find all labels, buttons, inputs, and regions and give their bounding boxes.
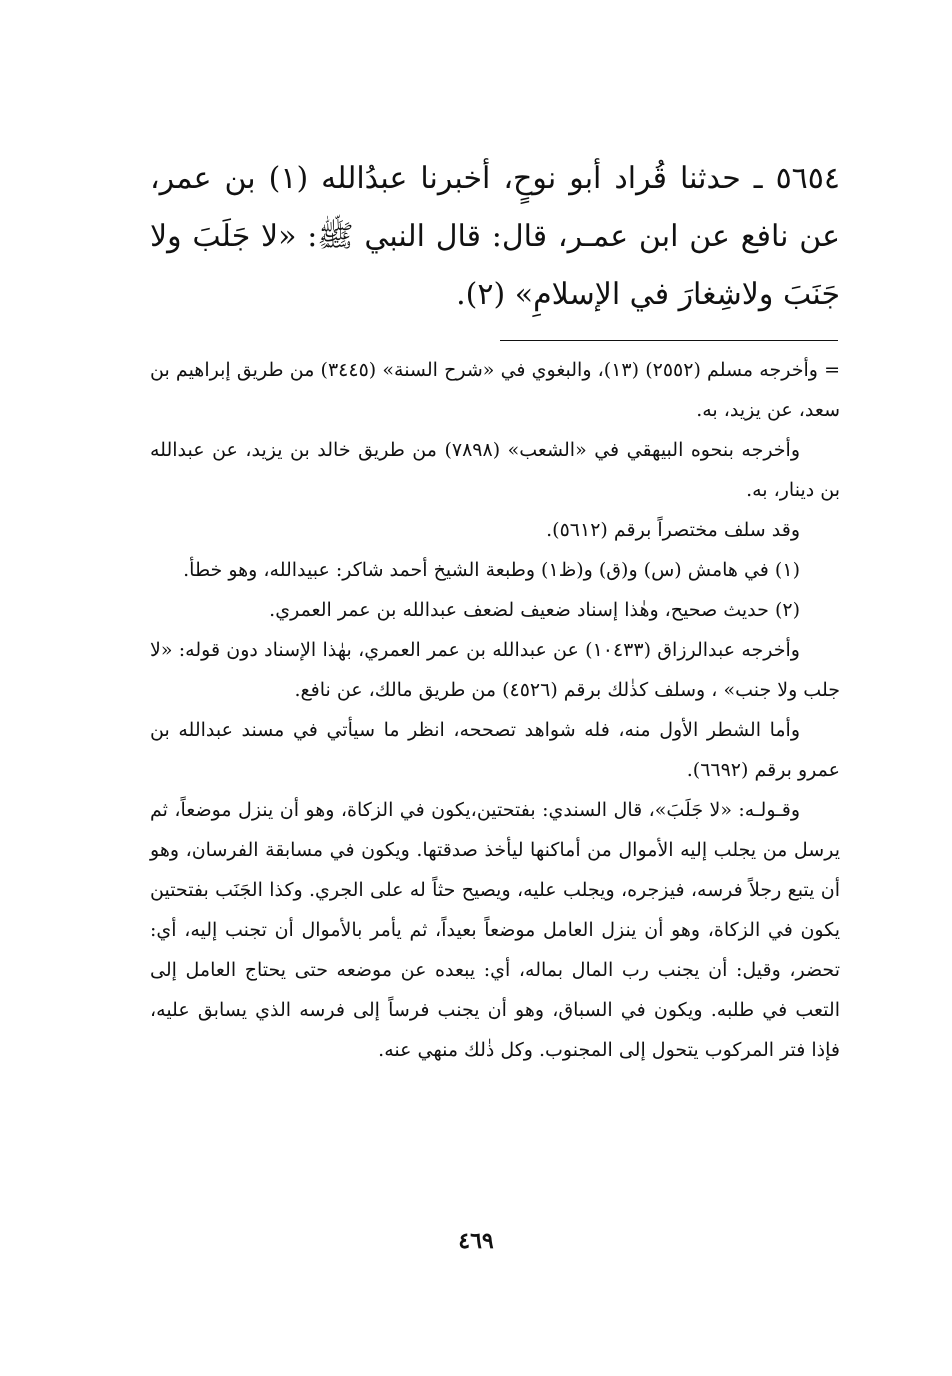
footnote-1: (١) في هامش (س) و(ق) و(ظ١) وطبعة الشيخ أحمد شاكر: عبيدالله، وهو خطأ. <box>183 559 800 581</box>
page-number: ٤٦٩ <box>458 1228 494 1254</box>
footnote-previous-reference: وقد سلف مختصراً برقم (٥٦١٢). <box>546 519 800 541</box>
hadith-text <box>150 150 840 324</box>
footnote-abdurrazzaq: وأخرجه عبدالرزاق (١٠٤٣٣) عن عبدالله بن عمر العمري، بهٰذا الإسناد دون قوله: «لا جلب ولا جنب» ، وسلف كذٰلك برقم (٤٥٢٦) من طريق مالك، عن نافع. <box>150 639 840 701</box>
footnote-bayhaqi: وأخرجه بنحوه البيهقي في «الشعب» (٧٨٩٨) من طريق خالد بن يزيد، عن عبدالله بن دينار، به. <box>150 439 840 501</box>
footnote-first-part: وأما الشطر الأول منه، فله شواهد تصححه، انظر ما سيأتي في مسند عبدالله بن عمرو برقم (٦٦٩٢). <box>150 719 840 781</box>
footnote-separator <box>500 340 838 341</box>
footnote-2: (٢) حديث صحيح، وهٰذا إسناد ضعيف لضعف عبدالله بن عمر العمري. <box>269 599 800 621</box>
footnotes <box>150 350 840 1070</box>
footnote-explanation: وقـولـه: «لا جَلَبَ»، قال السندي: بفتحتين،يكون في الزكاة، وهو أن ينزل موضعاً، ثم يرسل من يجلب إليه الأموال من أماكنها ليأخذ صدقتها. ويكون في مسابقة الفرسان، وهو أن يتبع رجلاً فرسه، فيزجره، ويجلب عليه، ويصيح حثاً له على الجري. وكذا الجَنَب بفتحتين يكون في الزكاة، وهو أن ينزل العامل موضعاً بعيداً، ثم يأمر بالأموال أن تجنب إليه، أي: تحضر، وقيل: أن يجنب رب المال بماله، أي: يبعده عن موضعه حتى يحتاج العامل إلى التعب في طلبه. ويكون في السباق، وهو أن يجنب فرساً إلى فرسه الذي يسابق عليه، فإذا فتر المركوب يتحول إلى المجنوب. وكل ذٰلك منهي عنه. <box>150 799 840 1061</box>
footnote-continuation-muslim: = وأخرجه مسلم (٢٥٥٢) (١٣)، والبغوي في «شرح السنة» (٣٤٤٥) من طريق إبراهيم بن سعد، عن يزيد، به. <box>150 359 840 421</box>
hadith-paragraph: ٥٦٥٤ ـ حدثنا قُراد أبو نوحٍ، أخبرنا عبدُالله (١) بن عمر، عن نافع عن ابن عمـر، قال: قال النبي ﷺ: «لا جَلَبَ ولا جَنَبَ ولاشِغارَ في الإسلامِ» (٢). <box>150 161 841 312</box>
